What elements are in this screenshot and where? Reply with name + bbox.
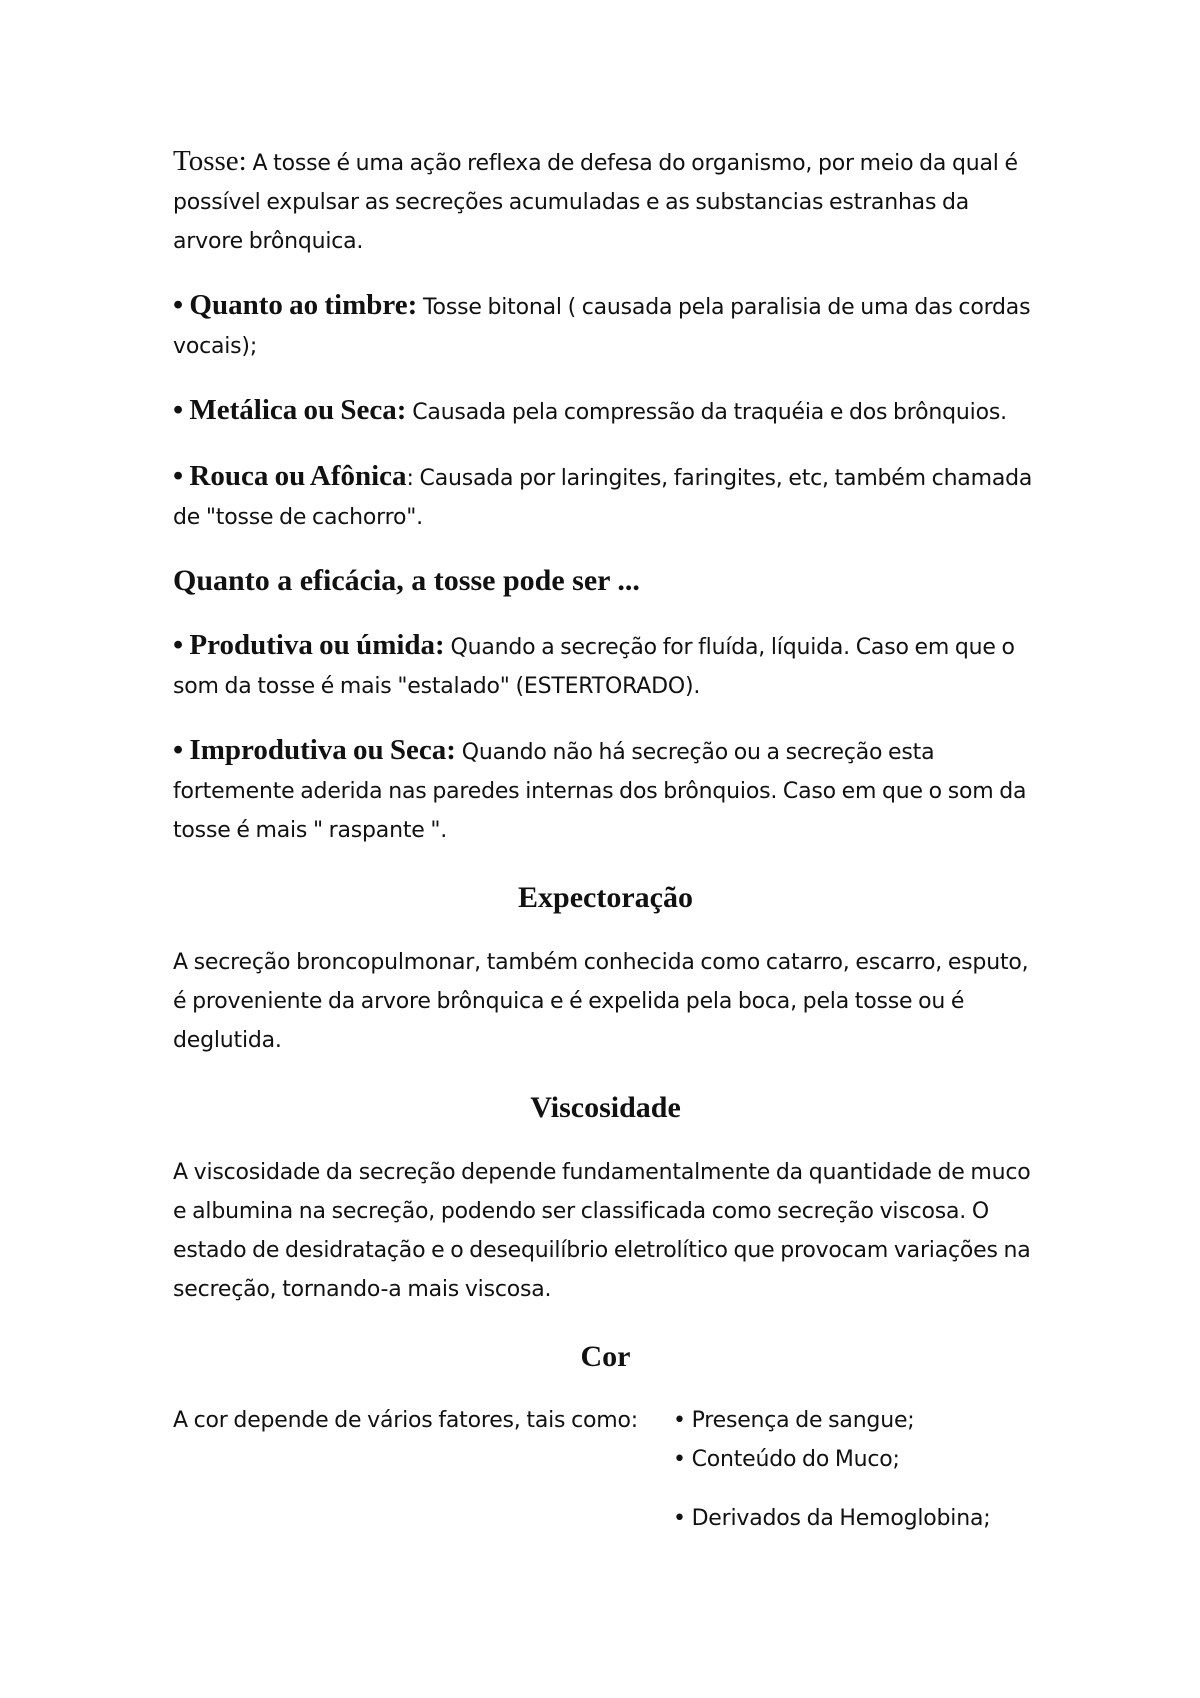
cor-intro: A cor depende de vários fatores, tais como: <box>173 1408 638 1433</box>
timbre-text: Tosse bitonal ( causada pela paralisia de uma das cordas vocais); <box>173 295 1031 359</box>
cor-factor-item: • Derivados da Hemoglobina; <box>673 1506 991 1531</box>
tosse-text: A tosse é uma ação reflexa de defesa do organismo, por meio da qual é possível expulsar as secreções acumuladas e as substancias estranhas da arvore brônquica. <box>173 151 1018 254</box>
produtiva-text: Quando a secreção for fluída, líquida. Caso em que o som da tosse é mais "estalado" (ESTERTORADO). <box>173 635 1015 699</box>
tosse-paragraph <box>173 142 1038 261</box>
document-content <box>173 142 1038 1551</box>
rouca-term: • Rouca ou Afônica <box>173 460 407 492</box>
improdutiva-paragraph <box>173 731 1038 850</box>
expectoracao-heading: Expectoração <box>518 881 693 914</box>
metalica-paragraph <box>173 391 1038 432</box>
produtiva-term: • Produtiva ou úmida: <box>173 629 445 661</box>
timbre-paragraph <box>173 286 1038 366</box>
timbre-term: • Quanto ao timbre: <box>173 289 418 321</box>
cor-heading: Cor <box>580 1340 631 1373</box>
metalica-text: Causada pela compressão da traquéia e dos brônquios. <box>406 400 1007 425</box>
cor-factor-item: • Presença de sangue; <box>673 1408 915 1433</box>
tosse-term: Tosse: <box>173 145 247 177</box>
viscosidade-heading: Viscosidade <box>530 1091 681 1124</box>
metalica-term: • Metálica ou Seca: <box>173 394 407 426</box>
eficacia-question: Quanto a eficácia, a tosse pode ser ... <box>173 564 640 597</box>
improdutiva-text: Quando não há secreção ou a secreção esta fortemente aderida nas paredes internas dos brônquios. Caso em que o som da tosse é mais " raspante ". <box>173 740 1027 843</box>
expectoracao-paragraph: A secreção broncopulmonar, também conhecida como catarro, escarro, esputo, é proveniente da arvore brônquica e é expelida pela boca, pela tosse ou é deglutida. <box>173 950 1029 1053</box>
cor-section <box>173 1401 1038 1551</box>
rouca-paragraph <box>173 457 1038 537</box>
rouca-text: : Causada por laringites, faringites, etc, também chamada de "tosse de cachorro". <box>173 466 1033 530</box>
cor-factor-item: • Conteúdo do Muco; <box>673 1447 900 1472</box>
produtiva-paragraph <box>173 626 1038 706</box>
improdutiva-term: • Improdutiva ou Seca: <box>173 734 456 766</box>
cor-factor-list <box>673 1401 990 1538</box>
viscosidade-paragraph: A viscosidade da secreção depende fundamentalmente da quantidade de muco e albumina na secreção, podendo ser classificada como secreção viscosa. O estado de desidratação e o desequilíbrio eletrolítico que provocam variações na secreção, tornando-a mais viscosa. <box>173 1160 1031 1302</box>
